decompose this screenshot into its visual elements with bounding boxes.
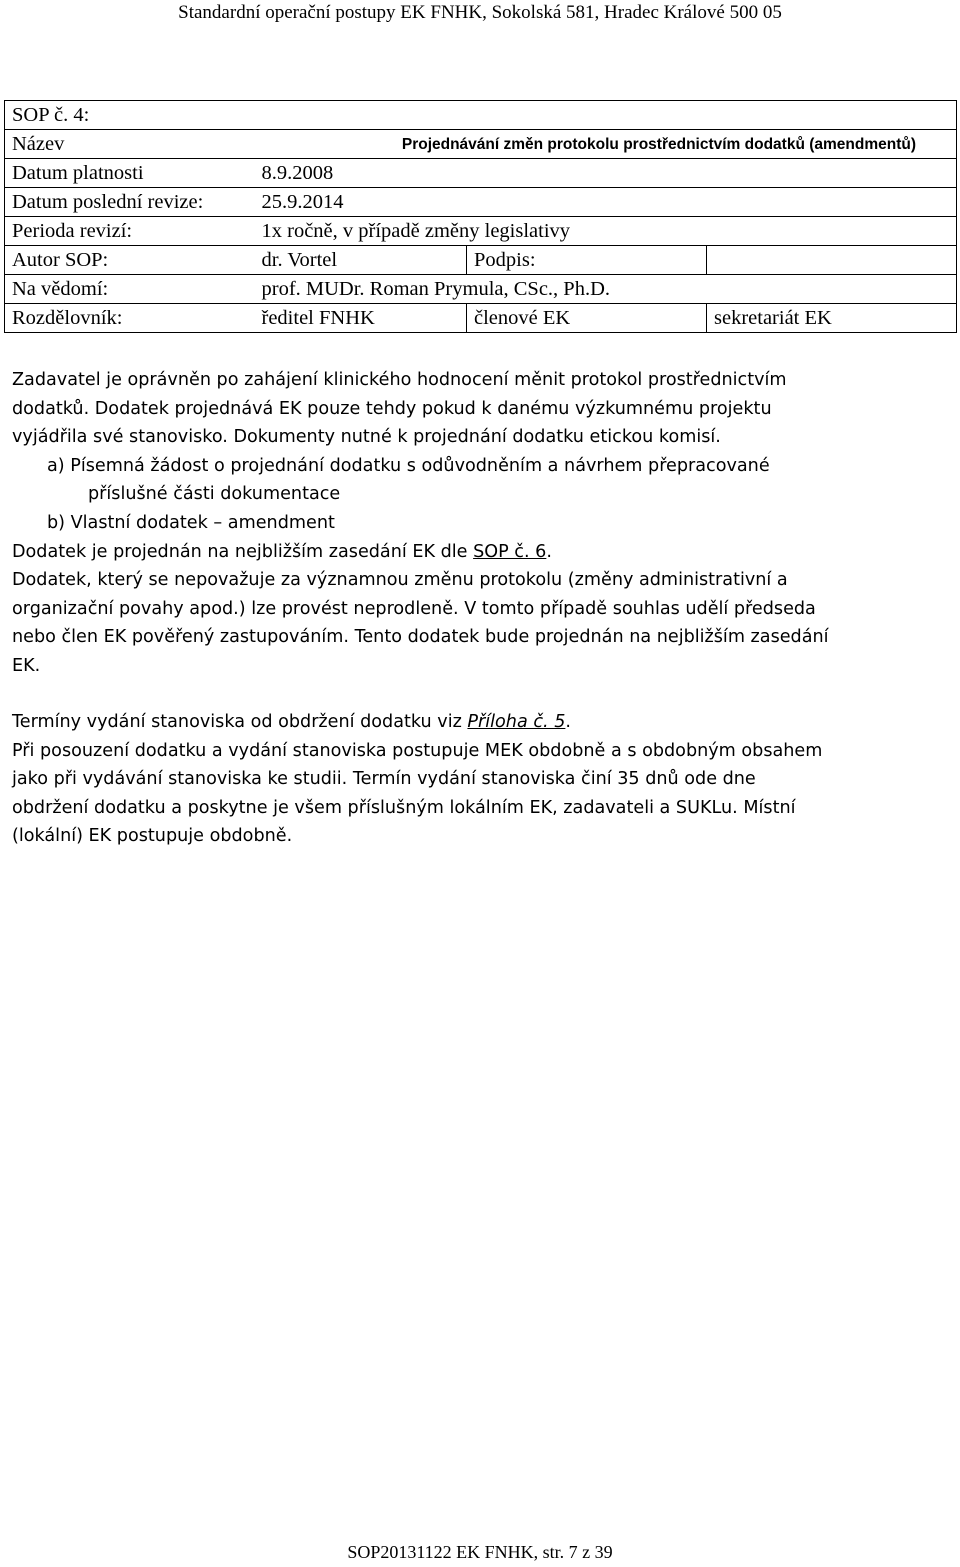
paragraph-line: Při posouzení dodatku a vydání stanoviska postupuje MEK obdobně a s obdobným obsahem — [12, 740, 823, 761]
revision-label: Datum poslední revize: — [5, 188, 255, 217]
distribution-label: Rozdělovník: — [5, 304, 255, 333]
name-label: Název — [5, 130, 255, 159]
paragraph-line — [12, 708, 942, 737]
page-footer: SOP20131122 EK FNHK, str. 7 z 39 — [347, 1542, 613, 1562]
text-run: Termíny vydání stanoviska od obdržení dodatku viz — [12, 712, 468, 732]
list-item-a: a) Písemná žádost o projednání dodatku s odůvodněním a návrhem přepracované — [47, 455, 770, 476]
period-label: Perioda revizí: — [5, 217, 255, 246]
paragraph-line: nebo člen EK pověřený zastupováním. Tento dodatek bude projednán na nejbližším zasedání — [12, 627, 829, 648]
paragraph-line: (lokální) EK postupuje obdobně. — [12, 826, 293, 847]
author-value: dr. Vortel — [255, 246, 467, 275]
paragraph-line: organizační povahy apod.) lze provést neprodleně. V tomto případě souhlas udělí předseda — [12, 598, 816, 619]
validity-label: Datum platnosti — [5, 159, 255, 188]
text-run: . — [546, 541, 552, 562]
period-value: 1x ročně, v případě změny legislativy — [255, 217, 957, 246]
name-value: Projednávání změn protokolu prostřednictvím dodatků (amendmentů) — [255, 130, 957, 159]
text-run: Dodatek je projednán na nejbližším zasedání EK dle — [12, 541, 474, 562]
aware-label: Na vědomí: — [5, 275, 255, 304]
paragraph-line: EK. — [12, 655, 41, 676]
body-text-2 — [12, 708, 942, 851]
paragraph-line: obdržení dodatku a poskytne je všem příslušným lokálním EK, zadavateli a SUKLu. Místní — [12, 797, 796, 818]
revision-value: 25.9.2014 — [255, 188, 957, 217]
signature-value — [707, 246, 957, 275]
distribution-members: členové EK — [467, 304, 707, 333]
distribution-director: ředitel FNHK — [255, 304, 467, 333]
sop-metadata-table — [4, 100, 957, 333]
sop-number: SOP č. 4: — [5, 101, 957, 130]
distribution-secretariat: sekretariát EK — [707, 304, 957, 333]
signature-label: Podpis: — [467, 246, 707, 275]
page-header: Standardní operační postupy EK FNHK, Sokolská 581, Hradec Králové 500 05 — [178, 2, 782, 23]
paragraph-line: Zadavatel je oprávněn po zahájení klinického hodnocení měnit protokol prostřednictvím — [12, 370, 787, 390]
paragraph-line: dodatků. Dodatek projednává EK pouze tehdy pokud k danému výzkumnému projektu — [12, 398, 772, 419]
paragraph-line: Dodatek, který se nepovažuje za významnou změnu protokolu (změny administrativní a — [12, 570, 788, 591]
validity-value: 8.9.2008 — [255, 159, 957, 188]
list-item-a-continued: příslušné části dokumentace — [88, 484, 341, 505]
list-item-b: b) Vlastní dodatek – amendment — [47, 512, 335, 533]
aware-value: prof. MUDr. Roman Prymula, CSc., Ph.D. — [255, 275, 957, 304]
appendix-5-link[interactable]: Příloha č. 5 — [467, 712, 566, 732]
sop-6-link[interactable]: SOP č. 6 — [473, 541, 547, 562]
text-run: . — [565, 712, 571, 732]
paragraph-line: jako při vydávání stanoviska ke studii. Termín vydání stanoviska činí 35 dnů ode dne — [12, 769, 756, 790]
author-label: Autor SOP: — [5, 246, 255, 275]
paragraph-line: vyjádřila své stanovisko. Dokumenty nutné k projednání dodatku etickou komisí. — [12, 427, 721, 448]
paragraph-line — [12, 538, 942, 567]
body-text — [12, 366, 942, 681]
